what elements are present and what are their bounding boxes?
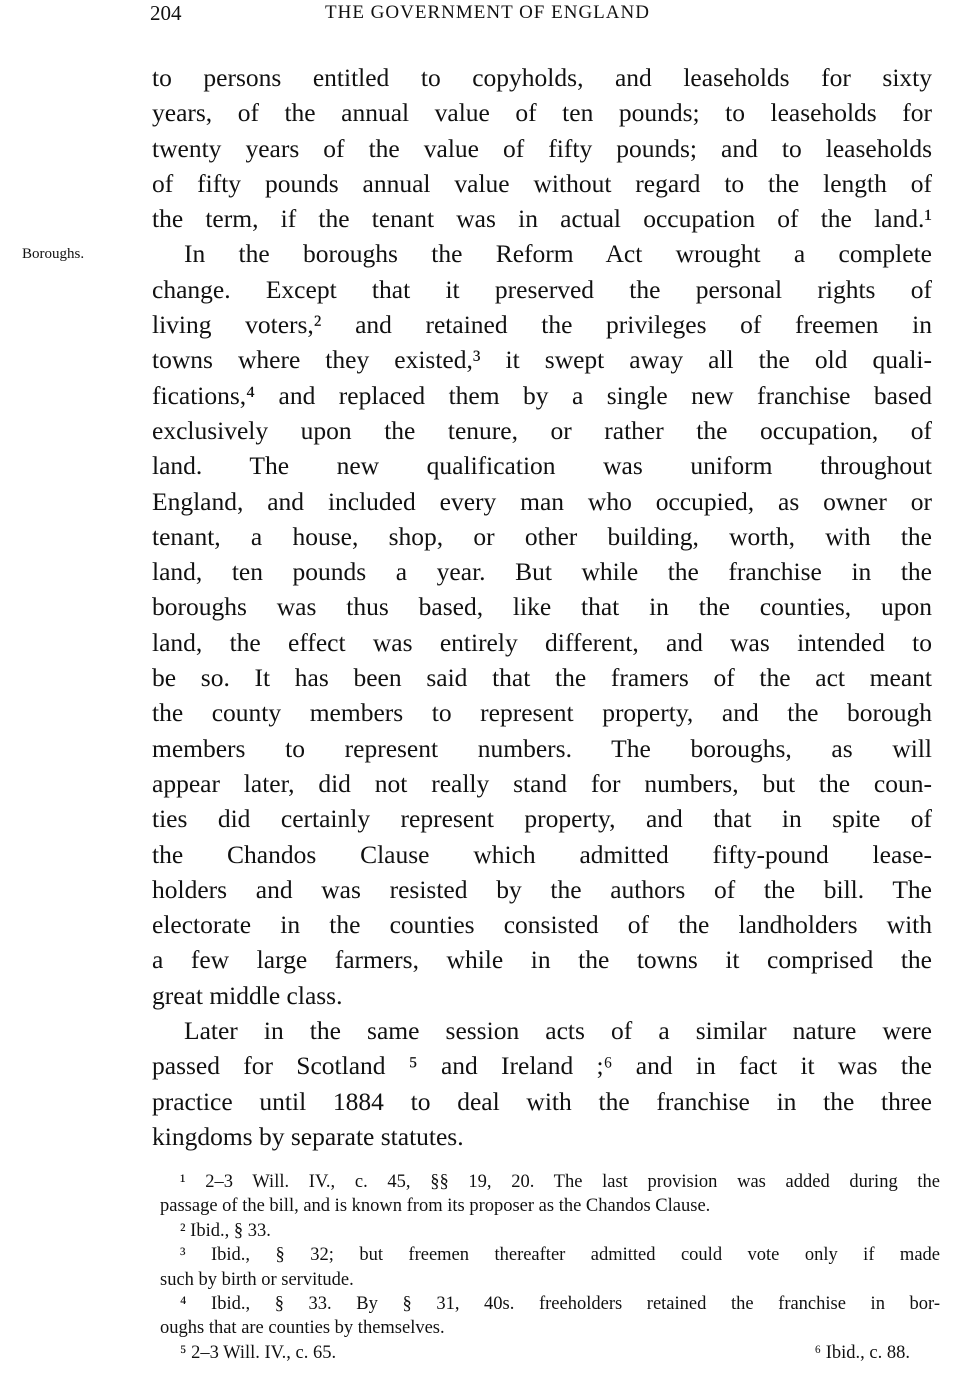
text-line: exclusively upon the tenure, or rather the occupation, of	[152, 415, 932, 445]
text-line: kingdoms by separate statutes.	[152, 1121, 464, 1151]
text-line: England, and included every man who occupied, as owner or	[152, 486, 932, 516]
text-line: In the boroughs the Reform Act wrought a complete	[184, 239, 932, 269]
text-line: of fifty pounds annual value without regard to the length of	[152, 168, 932, 198]
text-line: living voters,² and retained the privileges of freemen in	[152, 310, 932, 340]
text-line: tenant, a house, shop, or other building, worth, with the	[152, 521, 932, 551]
text-line: appear later, did not really stand for numbers, but the coun-	[152, 768, 932, 798]
text-line: boroughs was thus based, like that in the counties, upon	[152, 592, 932, 622]
paragraph-1	[152, 60, 932, 236]
footnotes	[160, 1170, 940, 1365]
text-line: members to represent numbers. The boroughs, as will	[152, 733, 932, 763]
paragraph-3	[152, 1013, 932, 1154]
footnote-1-line: ¹ 2–3 Will. IV., c. 45, §§ 19, 20. The last provision was added during the	[180, 1172, 940, 1192]
text-line: great middle class.	[152, 980, 343, 1010]
footnotes-5-6-row	[160, 1341, 940, 1365]
paragraph-2	[152, 236, 932, 1013]
footnote-4-line: ⁴ Ibid., § 33. By § 31, 40s. freeholders retained the franchise in bor-	[180, 1293, 940, 1314]
footnote-2: ² Ibid., § 33.	[180, 1220, 271, 1241]
text-line: the term, if the tenant was in actual occupation of the land.¹	[152, 204, 932, 234]
running-title: THE GOVERNMENT OF ENGLAND	[325, 2, 650, 23]
text-line: the county members to represent property, and the borough	[152, 698, 932, 728]
text-line: twenty years of the value of fifty pounds; and to leaseholds	[152, 133, 932, 163]
text-line: passed for Scotland ⁵ and Ireland ;⁶ and in fact it was the	[152, 1051, 932, 1081]
text-line: fications,⁴ and replaced them by a single new franchise based	[152, 380, 932, 410]
text-line: practice until 1884 to deal with the franchise in the three	[152, 1086, 932, 1116]
text-line: land, ten pounds a year. But while the franchise in the	[152, 557, 932, 587]
text-line: ties did certainly represent property, and that in spite of	[152, 804, 932, 834]
footnote-1-line: passage of the bill, and is known from its proposer as the Chandos Clause.	[160, 1196, 711, 1217]
text-line: towns where they existed,³ it swept away all the old quali-	[152, 345, 932, 375]
running-header	[150, 0, 930, 26]
footnote-4-line: oughs that are counties by themselves.	[160, 1318, 445, 1339]
text-line: a few large farmers, while in the towns it comprised the	[152, 945, 932, 975]
text-line: land, the effect was entirely different, and was intended to	[152, 627, 932, 657]
text-line: be so. It has been said that the framers of the act meant	[152, 663, 932, 693]
footnote-3-line: such by birth or servitude.	[160, 1269, 354, 1290]
margin-note: Boroughs.	[22, 246, 85, 262]
text-line: change. Except that it preserved the personal rights of	[152, 274, 932, 304]
page-number: 204	[150, 1, 182, 25]
body-text	[152, 60, 932, 1154]
text-line: electorate in the counties consisted of the landholders with	[152, 910, 932, 940]
text-line: holders and was resisted by the authors of the bill. The	[152, 874, 932, 904]
text-line: to persons entitled to copyholds, and leaseholds for sixty	[152, 63, 932, 92]
text-line: years, of the annual value of ten pounds; to leaseholds for	[152, 98, 932, 128]
footnote-5: ⁵ 2–3 Will. IV., c. 65.	[180, 1342, 337, 1363]
text-line: the Chandos Clause which admitted fifty-pound lease-	[152, 839, 932, 869]
text-line: land. The new qualification was uniform throughout	[152, 451, 932, 481]
footnote-3-line: ³ Ibid., § 32; but freemen thereafter admitted could vote only if made	[180, 1245, 940, 1266]
footnote-6: ⁶ Ibid., c. 88.	[814, 1342, 910, 1363]
text-line: Later in the same session acts of a similar nature were	[184, 1016, 932, 1046]
